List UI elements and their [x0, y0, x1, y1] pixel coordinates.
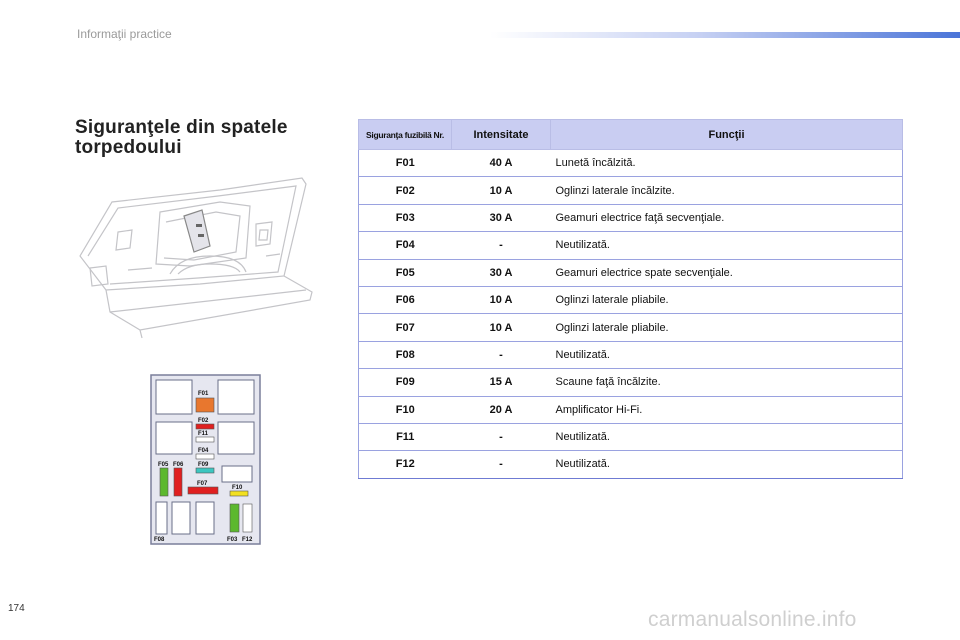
fuse-f12 [243, 504, 252, 532]
fuse-number-cell: F12 [359, 451, 452, 478]
amperage-cell: - [452, 451, 551, 478]
function-cell: Oglinzi laterale pliabile. [551, 314, 903, 341]
fuse-number-cell: F03 [359, 204, 452, 231]
fuse-box-diagram [150, 374, 262, 546]
page-number: 174 [8, 603, 25, 614]
fuse-number-cell: F02 [359, 177, 452, 204]
table-row [359, 177, 903, 204]
relay-slot [218, 422, 254, 454]
label-f04: F04 [198, 448, 209, 454]
fuse-f06 [174, 468, 182, 496]
amperage-cell: 10 A [452, 286, 551, 313]
function-cell: Geamuri electrice faţă secvenţiale. [551, 204, 903, 231]
label-f06: F06 [173, 462, 184, 468]
header-accent-bar [490, 32, 960, 38]
label-f03: F03 [227, 537, 238, 543]
fuse-f04 [196, 454, 214, 459]
fuse-number-cell: F08 [359, 341, 452, 368]
relay-slot [222, 466, 252, 482]
fuse-f07 [188, 487, 218, 494]
function-cell: Geamuri electrice spate secvenţiale. [551, 259, 903, 286]
fuse-f10 [230, 491, 248, 496]
fuse-number-cell: F09 [359, 369, 452, 396]
label-f11: F11 [198, 431, 209, 437]
relay-slot [196, 502, 214, 534]
amperage-cell: 15 A [452, 369, 551, 396]
fuse-f01 [196, 398, 214, 412]
amperage-cell: - [452, 232, 551, 259]
function-cell: Scaune faţă încălzite. [551, 369, 903, 396]
table-row [359, 423, 903, 450]
amperage-cell: 40 A [452, 150, 551, 177]
function-cell: Oglinzi laterale pliabile. [551, 286, 903, 313]
fuse-f11 [196, 437, 214, 442]
table-row [359, 396, 903, 423]
amperage-cell: - [452, 423, 551, 450]
fuse-number-cell: F06 [359, 286, 452, 313]
relay-slot [156, 502, 167, 534]
relay-slot [218, 380, 254, 414]
fuse-table-header [359, 120, 903, 150]
label-f01: F01 [198, 391, 209, 397]
relay-slot [156, 380, 192, 414]
label-f09: F09 [198, 462, 209, 468]
table-row [359, 341, 903, 368]
amperage-cell: 30 A [452, 204, 551, 231]
fuse-number-cell: F04 [359, 232, 452, 259]
function-cell: Amplificator Hi-Fi. [551, 396, 903, 423]
amperage-cell: 30 A [452, 259, 551, 286]
section-title [75, 118, 288, 158]
page-header-title: Informaţii practice [77, 27, 172, 41]
label-f05: F05 [158, 462, 169, 468]
label-f08: F08 [154, 537, 165, 543]
label-f10: F10 [232, 485, 243, 491]
amperage-cell: 20 A [452, 396, 551, 423]
function-cell: Neutilizată. [551, 232, 903, 259]
section-title-line2: torpedoului [75, 137, 182, 158]
fuse-number-cell: F11 [359, 423, 452, 450]
fuse-number-cell: F01 [359, 150, 452, 177]
function-cell: Lunetă încălzită. [551, 150, 903, 177]
table-row [359, 259, 903, 286]
fuse-number-cell: F10 [359, 396, 452, 423]
fuse-f09 [196, 468, 214, 473]
amperage-cell: 10 A [452, 314, 551, 341]
fuse-f02 [196, 424, 214, 429]
relay-slot [156, 422, 192, 454]
dashboard-illustration [70, 172, 315, 344]
amperage-cell: 10 A [452, 177, 551, 204]
table-row [359, 204, 903, 231]
table-row [359, 286, 903, 313]
function-cell: Neutilizată. [551, 341, 903, 368]
label-f12: F12 [242, 537, 253, 543]
fuse-number-cell: F07 [359, 314, 452, 341]
table-row [359, 314, 903, 341]
fuse-f05 [160, 468, 168, 496]
function-cell: Neutilizată. [551, 423, 903, 450]
header-functions: Funcţii [551, 120, 903, 150]
fuse-number-cell: F05 [359, 259, 452, 286]
fuse-table [358, 119, 903, 479]
watermark: carmanualsonline.info [648, 608, 857, 631]
relay-slot [172, 502, 190, 534]
table-row [359, 451, 903, 478]
label-f07: F07 [197, 481, 208, 487]
function-cell: Neutilizată. [551, 451, 903, 478]
header-amperage: Intensitate [452, 120, 551, 150]
table-row [359, 369, 903, 396]
table-row [359, 150, 903, 177]
table-row [359, 232, 903, 259]
function-cell: Oglinzi laterale încălzite. [551, 177, 903, 204]
section-title-line1: Siguranţele din spatele [75, 117, 288, 138]
amperage-cell: - [452, 341, 551, 368]
fuse-f03 [230, 504, 239, 532]
header-fuse-number: Siguranţa fuzibilă Nr. [359, 120, 452, 150]
label-f02: F02 [198, 418, 209, 424]
